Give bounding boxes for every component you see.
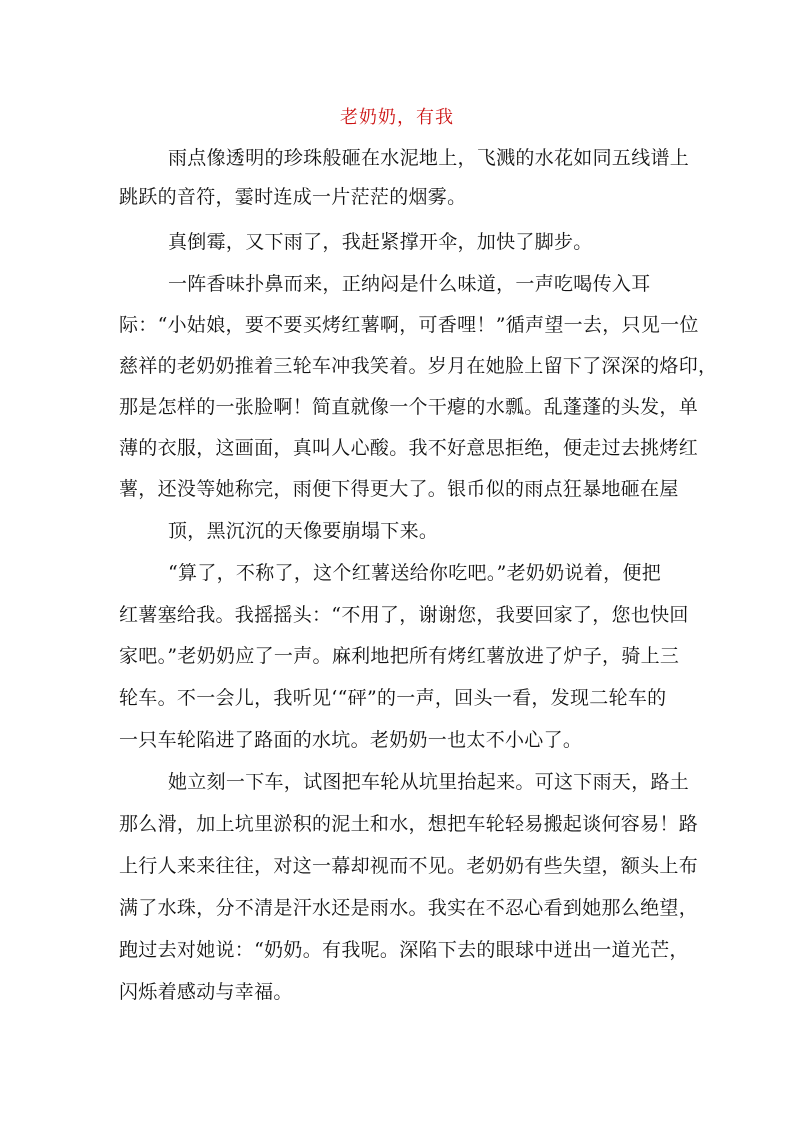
text-line: 一阵香味扑鼻而来，正纳闷是什么味道，一声吃喝传入耳 <box>168 273 651 295</box>
text-line: 慈祥的老奶奶推着三轮车冲我笑着。岁月在她脸上留下了深深的烙印， <box>119 355 718 377</box>
text-line: 那是怎样的一张脸啊！简直就像一个干瘪的水瓢。乱蓬蓬的头发，单 <box>119 396 699 418</box>
text-line: 上行人来来往往，对这一幕却视而不见。老奶奶有些失望，额头上布 <box>119 855 699 877</box>
text-line: 薄的衣服，这画面，真叫人心酸。我不好意思拒绝，便走过去挑烤红 <box>119 437 699 459</box>
document-title: 老奶奶，有我 <box>340 107 454 128</box>
text-line: 跳跃的音符，霎时连成一片茫茫的烟雾。 <box>119 186 467 208</box>
text-line: 红薯塞给我。我摇摇头：“不用了，谢谢您，我要回家了，您也快回 <box>119 604 689 626</box>
text-line: 薯，还没等她称完，雨便下得更大了。银币似的雨点狂暴地砸在屋 <box>119 478 679 500</box>
text-line: 雨点像透明的珍珠般砸在水泥地上，飞溅的水花如同五线谱上 <box>168 147 690 169</box>
text-line: 那么滑，加上坑里淤积的泥土和水，想把车轮轻易搬起谈何容易！路 <box>119 813 699 835</box>
text-line: 顶，黑沉沉的天像要崩塌下来。 <box>168 520 439 542</box>
text-line: 真倒霉，又下雨了，我赶紧撑开伞，加快了脚步。 <box>168 231 593 253</box>
text-line: 轮车。不一会儿，我听见‘“砰”的一声，回头一看，发现二轮车的 <box>119 687 667 709</box>
text-line: 跑过去对她说：“奶奶。有我呢。深陷下去的眼球中迸出一道光芒， <box>119 939 689 961</box>
text-line: 满了水珠，分不清是汗水还是雨水。我实在不忍心看到她那么绝望， <box>119 897 699 919</box>
text-line: “算了，不称了，这个红薯送给你吃吧。”老奶奶说着，便把 <box>168 562 662 584</box>
text-line: 闪烁着感动与幸福。 <box>119 981 293 1003</box>
text-line: 家吧。”老奶奶应了一声。麻利地把所有烤红薯放进了炉子，骑上三 <box>119 645 680 667</box>
text-line: 她立刻一下车，试图把车轮从坑里抬起来。可这下雨天，路土 <box>168 771 690 793</box>
text-line: 际：“小姑娘，要不要买烤红薯啊，可香哩！”循声望一去，只见一位 <box>119 314 699 336</box>
text-line: 一只车轮陷进了路面的水坑。老奶奶一也太不小心了。 <box>119 729 583 751</box>
